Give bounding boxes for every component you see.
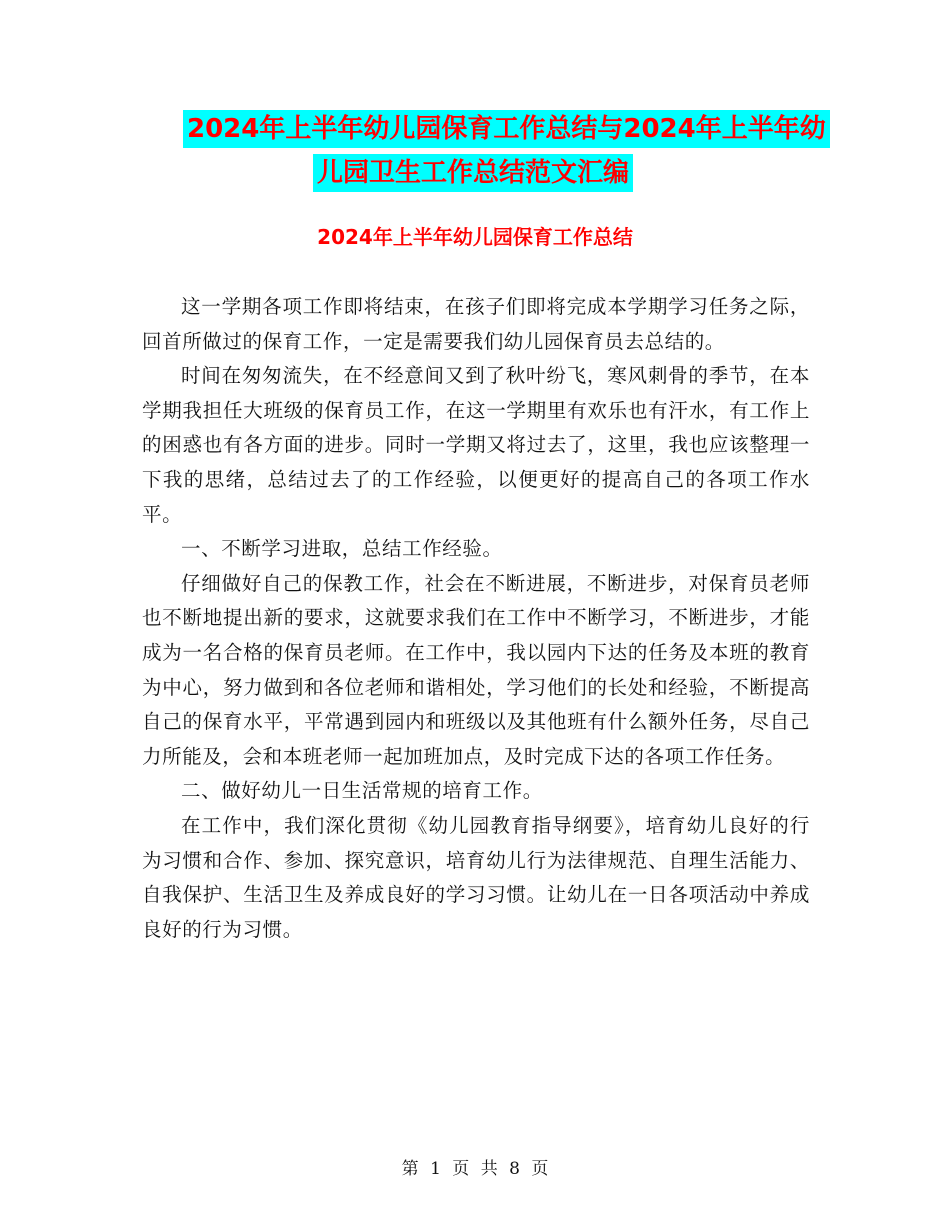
heading-section-2: 二、做好幼儿一日生活常规的培育工作。 — [181, 779, 543, 803]
body-text — [142, 290, 810, 947]
paragraph-section-1: 仔细做好自己的保教工作，社会在不断进展，不断进步，对保育员老师也不断地提出新的要求，这就要求我们在工作中不断学习，不断进步，才能成为一名合格的保育员老师。在工作中，我以园内下达的任务及本班的教育为中心，努力做到和各位老师和谐相处，学习他们的长处和经验，不断提高自己的保育水平，平常遇到园内和班级以及其他班有什么额外任务，尽自己力所能及，会和本班老师一起加班加点，及时完成下达的各项工作任务。 — [142, 571, 810, 768]
document-title-line-1: 2024年上半年幼儿园保育工作总结与2024年上半年幼 — [183, 110, 830, 148]
paragraph-reflection: 时间在匆匆流失，在不经意间又到了秋叶纷飞，寒风刺骨的季节，在本学期我担任大班级的保育员工作，在这一学期里有欢乐也有汗水，有工作上的困惑也有各方面的进步。同时一学期又将过去了，这里，我也应该整理一下我的思绪，总结过去了的工作经验，以便更好的提高自己的各项工作水平。 — [142, 364, 810, 526]
document-title-line-2: 儿园卫生工作总结范文汇编 — [313, 154, 633, 192]
paragraph-intro: 这一学期各项工作即将结束，在孩子们即将完成本学期学习任务之际，回首所做过的保育工作，一定是需要我们幼儿园保育员去总结的。 — [142, 295, 810, 353]
paragraph-section-2: 在工作中，我们深化贯彻《幼儿园教育指导纲要》，培育幼儿良好的行为习惯和合作、参加、探究意识，培育幼儿行为法律规范、自理生活能力、自我保护、生活卫生及养成良好的学习习惯。让幼儿在一日各项活动中养成良好的行为习惯。 — [142, 813, 810, 941]
section-title: 2024年上半年幼儿园保育工作总结 — [317, 225, 633, 249]
heading-section-1: 一、不断学习进取，总结工作经验。 — [181, 537, 503, 561]
page-footer: 第 1 页 共 8 页 — [401, 1159, 549, 1179]
